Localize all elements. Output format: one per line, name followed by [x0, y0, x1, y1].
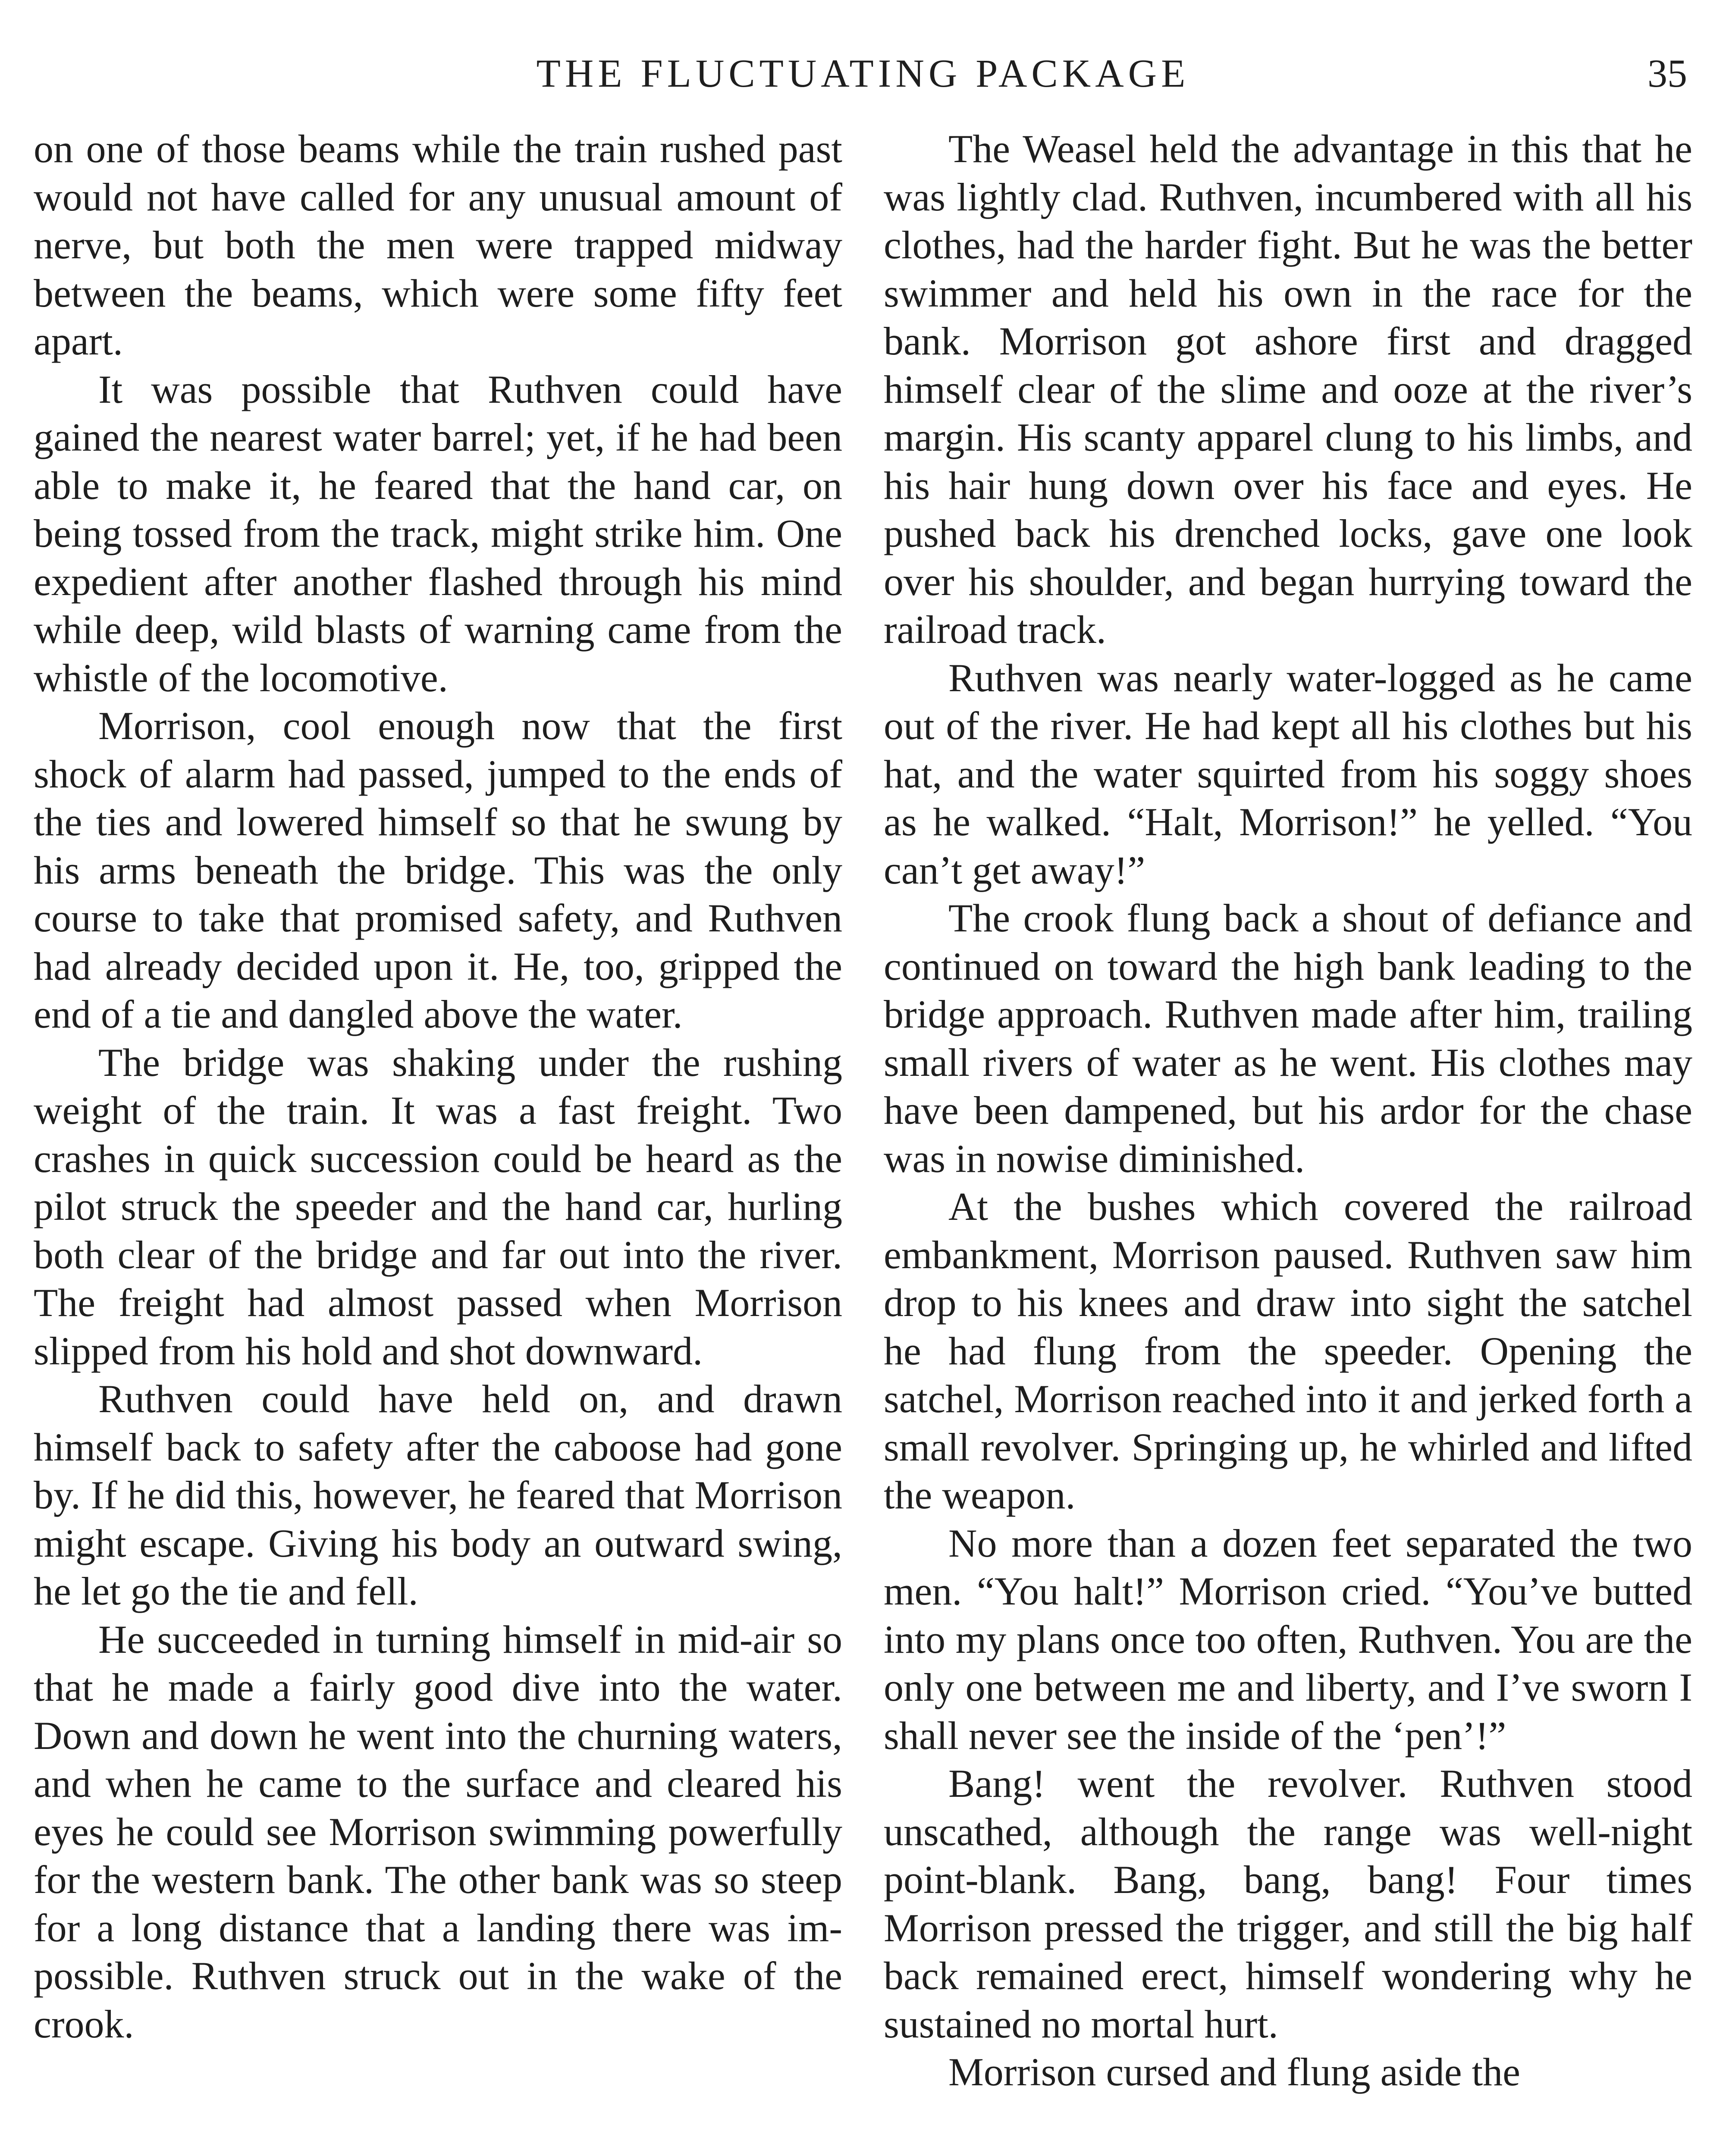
paragraph: Bang! went the revolver. Ruthven stood unscathed, although the range was well-night point-blank. Bang, bang, bang! Four times Morrison pressed the trigger, and still the big half back remained erect, himself wondering why he sustained no mortal hurt. [884, 1761, 1692, 2046]
paragraph: It was possible that Ruthven could have gained the nearest water barrel; yet, if he had been able to make it, he feared that the hand car, on being tossed from the track, might strike him. One expedient after another flashed through his mind while deep, wild blasts of warning came from the whistle of the locomotive. [34, 367, 842, 700]
left-column [34, 125, 842, 2096]
page-number: 35 [1648, 51, 1687, 95]
paragraph: Morrison, cool enough now that the first shock of alarm had passed, jumped to the ends of the ties and lowered himself so that he swung by his arms beneath the bridge. This was the only course to take that promised safety, and Ruthven had already decided upon it. He, too, gripped the end of a tie and dangled above the water. [34, 704, 842, 1036]
running-title: THE FLUCTUATING PACKAGE [536, 51, 1190, 95]
paragraph: No more than a dozen feet separated the two men. “You halt!” Morrison cried. “You’ve butted into my plans once too often, Ruthven. You are the only one between me and liberty, and I’ve sworn I shall never see the inside of the ‘pen’!” [884, 1521, 1692, 1758]
paragraph: The crook flung back a shout of defiance and continued on toward the high bank leading to the bridge approach. Ruthven made after him, trailing small rivers of water as he went. His clothes may have been dampened, but his ardor for the chase was in nowise diminished. [884, 896, 1692, 1181]
paragraph: on one of those beams while the train rushed past would not have called for any unusual amount of nerve, but both the men were trapped midway between the beams, which were some fifty feet apart. [34, 127, 842, 363]
paragraph: Ruthven was nearly water-logged as he came out of the river. He had kept all his clothes but his hat, and the water squirted from his soggy shoes as he walked. “Halt, Morrison!” he yelled. “You can’t get away!” [884, 655, 1692, 892]
paragraph: The Weasel held the advantage in this that he was lightly clad. Ruthven, incumbered with all his clothes, had the harder fight. But he was the better swimmer and held his own in the race for the bank. Morrison got ashore first and dragged himself clear of the slime and ooze at the river’s margin. His scanty apparel clung to his limbs, and his hair hung down over his face and eyes. He pushed back his drenched locks, gave one look over his shoulder, and began hurrying toward the railroad track. [884, 127, 1692, 652]
page-header [35, 43, 1691, 103]
text-columns [34, 125, 1692, 2096]
paragraph: He succeeded in turning himself in mid-air so that he made a fairly good dive into the water. Down and down he went into the churning waters, and when he came to the surface and cleared his eyes he could see Morrison swimming powerfully for the western bank. The other bank was so steep for a long distance that a landing there was impossible. Ruthven struck out in the wake of the crook. [34, 1617, 842, 2046]
paragraph: The bridge was shaking under the rushing weight of the train. It was a fast freight. Two crashes in quick succession could be heard as the pilot struck the speeder and the hand car, hurling both clear of the bridge and far out into the river. The freight had almost passed when Morrison slipped from his hold and shot downward. [34, 1040, 842, 1373]
right-column [884, 125, 1692, 2096]
paragraph: Ruthven could have held on, and drawn himself back to safety after the caboose had gone by. If he did this, however, he feared that Morrison might escape. Giving his body an outward swing, he let go the tie and fell. [34, 1377, 842, 1613]
paragraph: At the bushes which covered the railroad embankment, Morrison paused. Ruthven saw him drop to his knees and draw into sight the satchel he had flung from the speeder. Opening the satchel, Morrison reached into it and jerked forth a small revolver. Springing up, he whirled and lifted the weapon. [884, 1185, 1692, 1517]
paragraph: Morrison cursed and flung aside the [948, 2050, 1521, 2094]
